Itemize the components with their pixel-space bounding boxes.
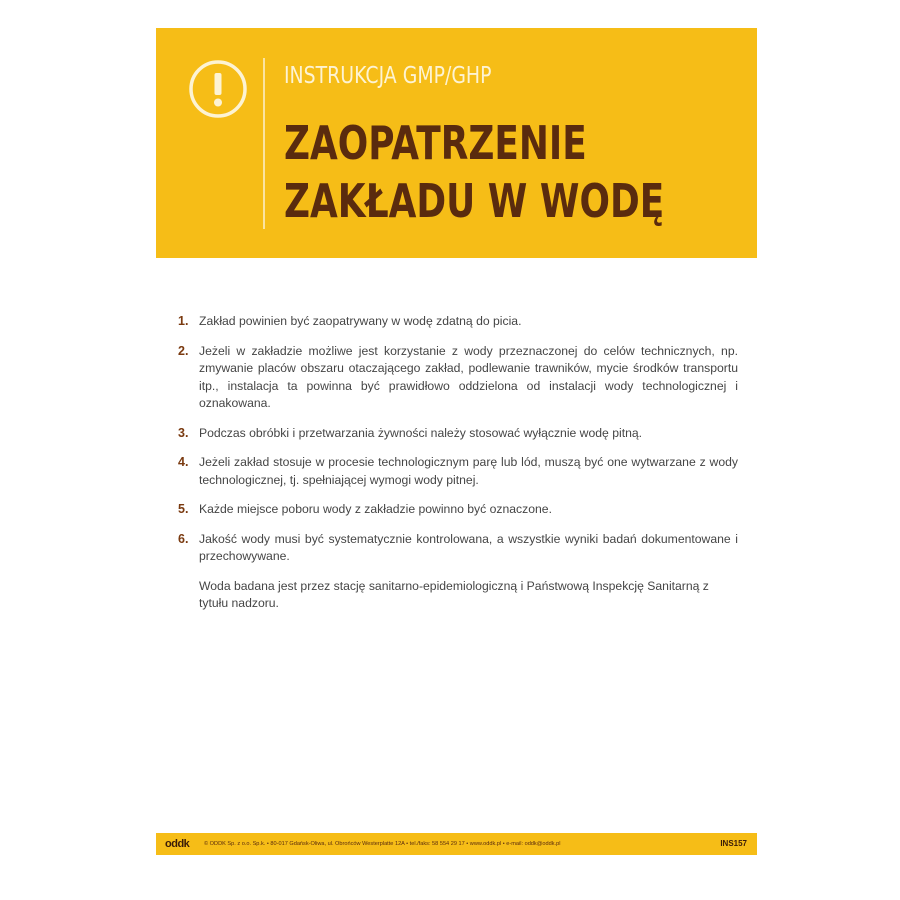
list-item (178, 343, 738, 413)
footer-bar (156, 833, 757, 855)
list-item (178, 501, 738, 519)
item-number: 4. (178, 455, 189, 469)
footer-contact: © ODDK Sp. z o.o. Sp.k. • 80-017 Gdańsk-Oliwa, ul. Obrońców Westerplatte 12A • tel./faks: 58 554 29 17 • www.oddk.pl • e-mail: oddk@oddk.pl (204, 841, 561, 847)
item-text: Podczas obróbki i przetwarzania żywności należy stosować wyłącznie wodę pitną. (199, 425, 643, 440)
list-item (178, 454, 738, 489)
item-text: Jeżeli w zakładzie możliwe jest korzystanie z wody przeznaczonej do celów technicznych, np. zmywanie placów obszaru otaczającego zakład, podlewanie trawników, mycie środków transportu itp., instalacja ta powinna być prawidłowo oddzielona od instalacji wody technologicznej i oznakowana. (199, 343, 738, 410)
document-kicker: INSTRUKCJA GMP/GHP (284, 63, 492, 89)
item-text: Każde miejsce poboru wody z zakładzie powinno być oznaczone. (199, 502, 552, 516)
item-text: Jakość wody musi być systematycznie kontrolowana, a wszystkie wyniki badań dokumentowane i przechowywane. (199, 531, 738, 563)
item-number: 1. (178, 314, 189, 328)
header-divider (263, 58, 265, 229)
instruction-list (178, 313, 738, 613)
item-number: 3. (178, 425, 189, 440)
list-item (178, 425, 738, 443)
item-number: 2. (178, 343, 189, 358)
item-text: Zakład powinien być zaopatrywany w wodę zdatną do picia. (199, 314, 522, 328)
title-line-2: ZAKŁADU W WODĘ (284, 174, 665, 228)
item-number: 6. (178, 531, 189, 546)
document-code: INS157 (720, 839, 747, 848)
document-title (284, 114, 664, 230)
list-item (178, 313, 738, 331)
item-number: 5. (178, 502, 189, 516)
list-item (178, 531, 738, 566)
exclamation-circle-icon (188, 59, 248, 119)
item-text: Jeżeli zakład stosuje w procesie technologicznym parę lub lód, muszą być one wytwarzane z wody technologicznej, tj. spełniającej wymogi wody pitnej. (199, 455, 738, 487)
header-banner (156, 28, 757, 258)
oddk-logo: oddk (165, 838, 190, 850)
supervision-note: Woda badana jest przez stację sanitarno-epidemiologiczną i Państwową Inspekcję Sanitarną z tytułu nadzoru. (199, 578, 709, 610)
title-line-1: ZAOPATRZENIE (284, 116, 587, 170)
